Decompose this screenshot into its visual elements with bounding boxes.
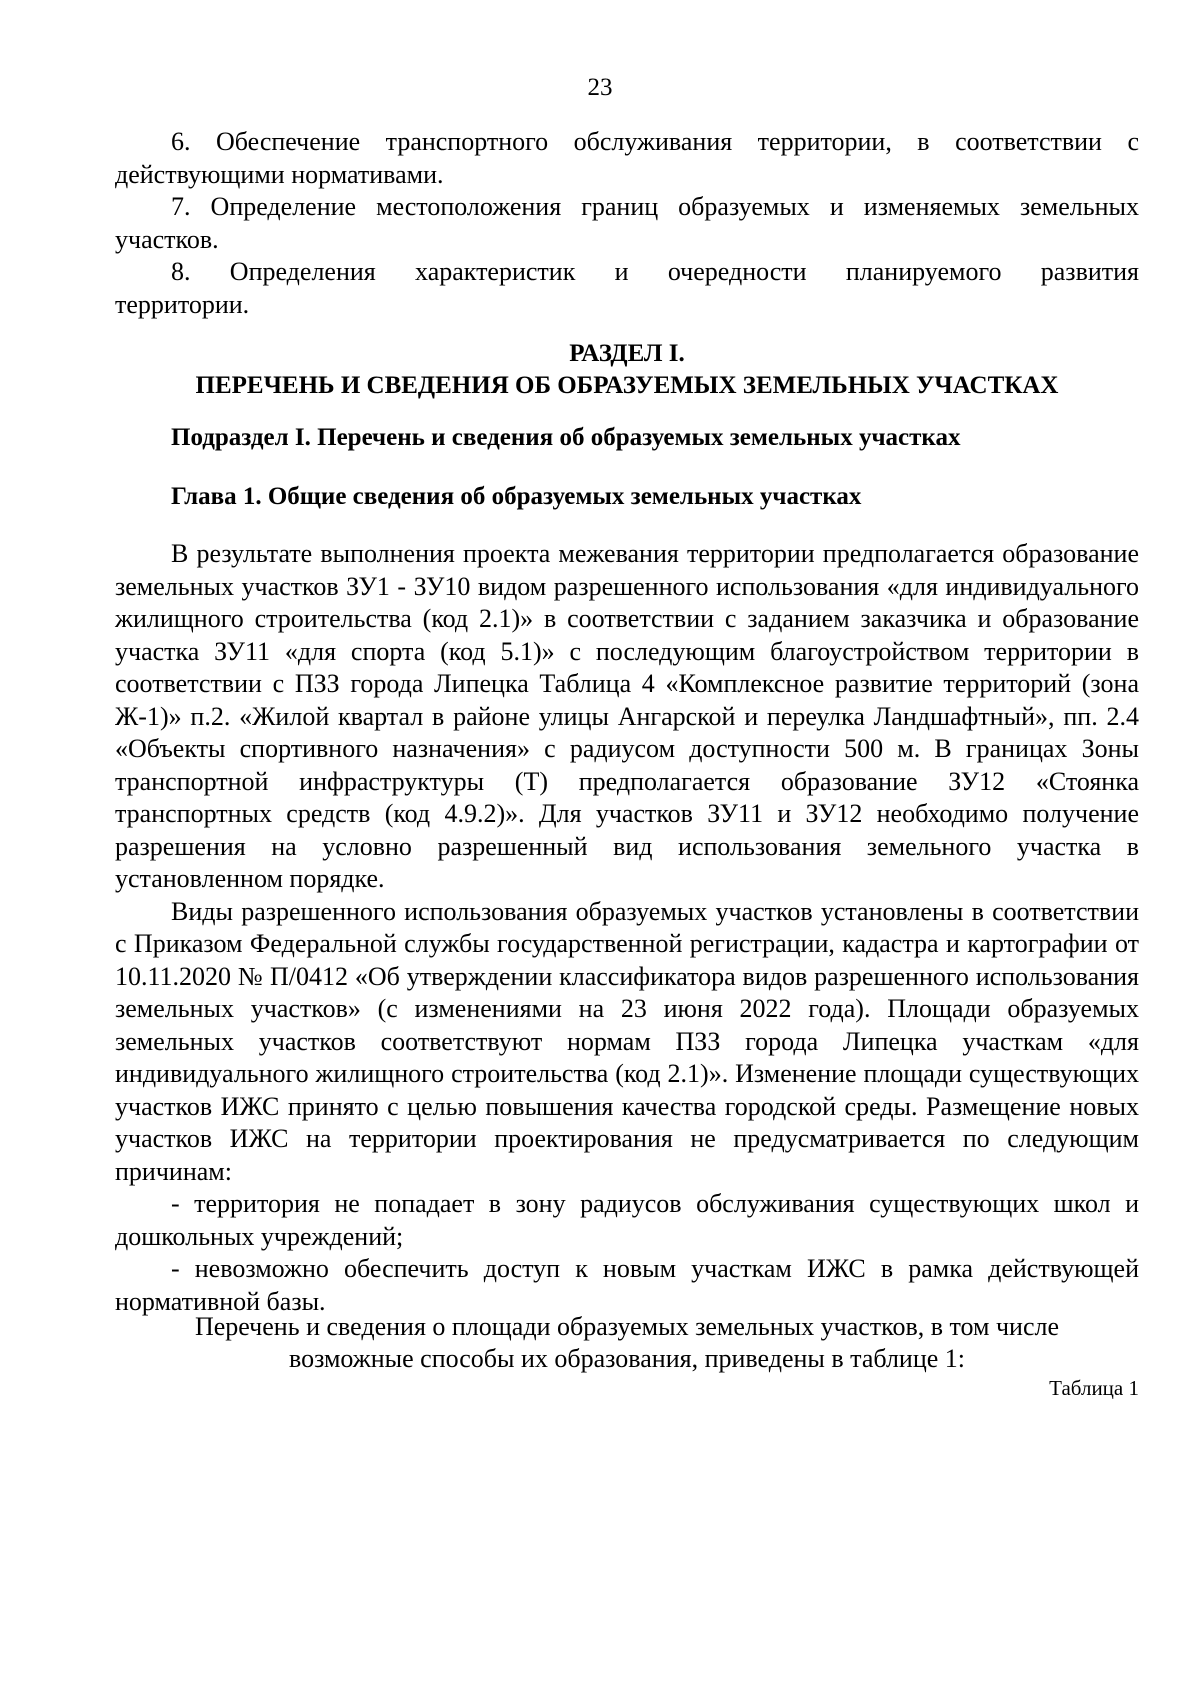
table-intro [115, 1311, 1139, 1375]
body-bullet-1: - территория не попадает в зону радиусов обслуживания существующих школ и дошкольных учреждений; [115, 1189, 1139, 1251]
table-label: Таблица 1 [1049, 1376, 1139, 1400]
body-paragraph-1: В результате выполнения проекта межевания территории предполагается образование земельных участков ЗУ1 - ЗУ10 видом разрешенного использования «для индивидуального жилищного строительства (код 2.1)» в соответствии с заданием заказчика и образование участка ЗУ11 «для спорта (код 5.1)» с последующим благоустройством территории в соответствии с ПЗЗ города Липецка Таблица 4 «Комплексное развитие территорий (зона Ж-1)» п.2. «Жилой квартал в районе улицы Ангарской и переулка Ландшафтный», пп. 2.4 «Объекты спортивного назначения» с радиусом доступности 500 м. В границах Зоны транспортной инфраструктуры (Т) предполагается образование ЗУ12 «Стоянка транспортных средств (код 4.9.2)». Для участков ЗУ11 и ЗУ12 необходимо получение разрешения на условно разрешенный вид использования земельного участка в установленном порядке. [115, 539, 1139, 893]
intro-item-8: 8. Определения характеристик и очередности планируемого развития территории. [115, 257, 1139, 319]
section-title-line2: ПЕРЕЧЕНЬ И СВЕДЕНИЯ ОБ ОБРАЗУЕМЫХ ЗЕМЕЛЬНЫХ УЧАСТКАХ [195, 372, 1059, 399]
table-intro-line1: Перечень и сведения о площади образуемых земельных участков, в том числе [194, 1312, 1060, 1341]
chapter-heading: Глава 1. Общие сведения об образуемых земельных участках [171, 483, 862, 510]
intro-item-7: 7. Определение местоположения границ образуемых и изменяемых земельных участков. [115, 192, 1139, 254]
subsection-heading-block [115, 422, 1139, 454]
chapter-heading-block [115, 481, 1139, 513]
section-heading [115, 338, 1139, 402]
body-paragraph-2: Виды разрешенного использования образуемых участков установлены в соответствии с Приказом Федеральной службы государственной регистрации, кадастра и картографии от 10.11.2020 № П/0412 «Об утверждении классификатора видов разрешенного использования земельных участков» (с изменениями на 23 июня 2022 года). Площади образуемых земельных участков соответствуют нормам ПЗЗ города Липецка участкам «для индивидуального жилищного строительства (код 2.1)». Изменение площади существующих участков ИЖС принято с целью повышения качества городской среды. Размещение новых участков ИЖС на территории проектирования не предусматривается по следующим причинам: [115, 896, 1139, 1186]
body-bullet-2: - невозможно обеспечить доступ к новым участкам ИЖС в рамка действующей нормативной базы. [115, 1254, 1139, 1316]
subsection-heading: Подраздел I. Перечень и сведения об образуемых земельных участках [171, 424, 961, 451]
section-title-line1: РАЗДЕЛ I. [569, 340, 685, 367]
body-text [115, 538, 1139, 1318]
table-intro-line2: возможные способы их образования, приведены в таблице 1: [288, 1344, 966, 1373]
intro-list [115, 126, 1139, 321]
intro-item-6: 6. Обеспечение транспортного обслуживания территории, в соответствии с действующими нормативами. [115, 127, 1139, 189]
page-number: 23 [587, 74, 613, 101]
